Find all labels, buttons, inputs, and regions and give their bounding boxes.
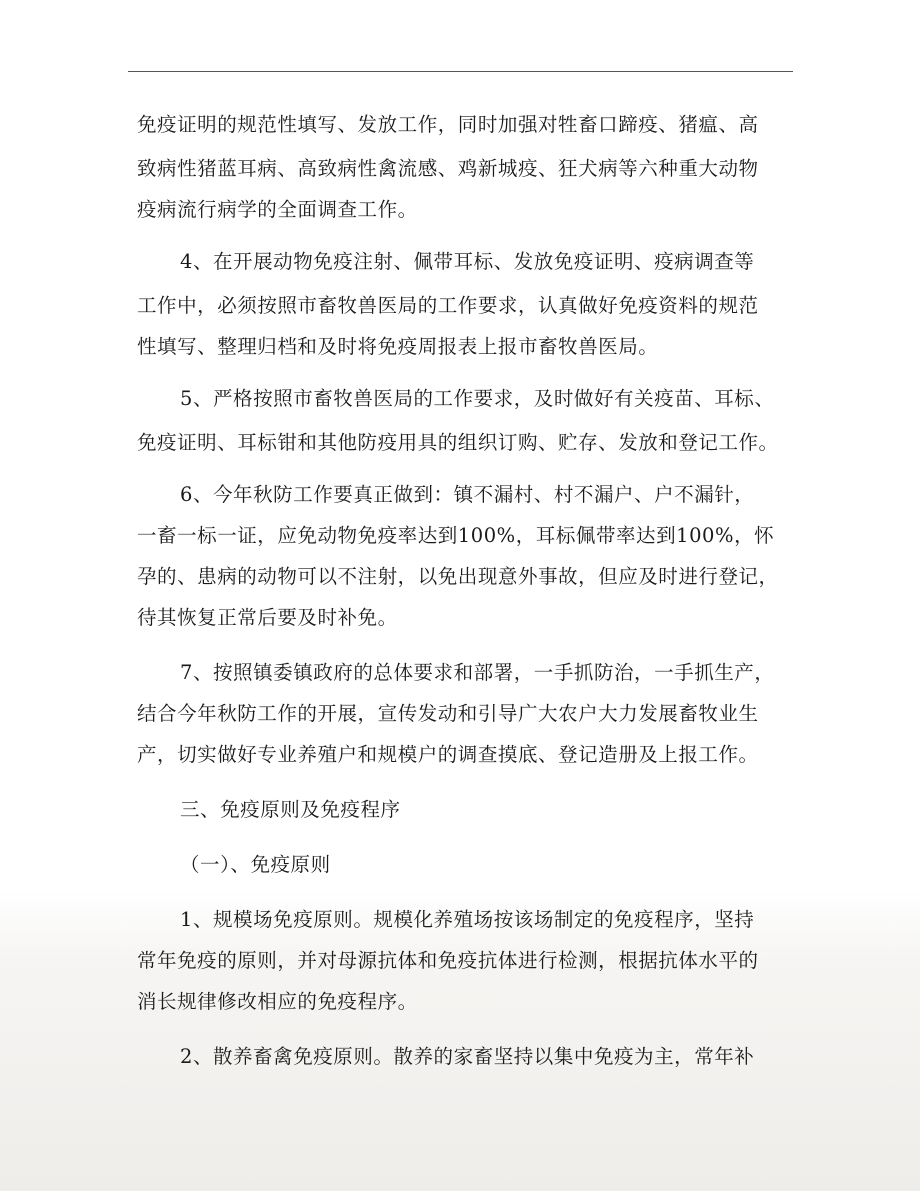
text-line: 结合今年秋防工作的开展，宣传发动和引导广大农户大力发展畜牧业生 xyxy=(137,702,759,725)
text-line: 致病性猪蓝耳病、高致病性禽流感、鸡新城疫、狂犬病等六种重大动物 xyxy=(137,157,759,180)
text-line: 1、规模场免疫原则。规模化养殖场按该场制定的免疫程序，坚持 xyxy=(180,908,755,931)
text-line: 产，切实做好专业养殖户和规模户的调查摸底、登记造册及上报工作。 xyxy=(137,743,759,766)
subsection-heading: （一）、免疫原则 xyxy=(180,853,331,876)
text-line: 免疫证明、耳标钳和其他防疫用具的组织订购、贮存、发放和登记工作。 xyxy=(137,431,779,454)
header-rule xyxy=(128,71,793,72)
text-line: 4、在开展动物免疫注射、佩带耳标、发放免疫证明、疫病调查等 xyxy=(180,250,755,273)
text-line: 待其恢复正常后要及时补免。 xyxy=(137,606,398,629)
section-heading: 三、免疫原则及免疫程序 xyxy=(180,798,401,821)
text-line: 一畜一标一证，应免动物免疫率达到100%，耳标佩带率达到100%，怀 xyxy=(137,524,775,547)
text-line: 常年免疫的原则，并对母源抗体和免疫抗体进行检测，根据抗体水平的 xyxy=(137,949,759,972)
text-line: 工作中，必须按照市畜牧兽医局的工作要求，认真做好免疫资料的规范 xyxy=(137,294,759,317)
text-line: 6、今年秋防工作要真正做到：镇不漏村、村不漏户、户不漏针， xyxy=(180,483,755,506)
text-line: 孕的、患病的动物可以不注射，以免出现意外事故，但应及时进行登记， xyxy=(137,565,779,588)
text-line: 7、按照镇委镇政府的总体要求和部署，一手抓防治，一手抓生产， xyxy=(180,661,775,684)
text-line: 5、严格按照市畜牧兽医局的工作要求，及时做好有关疫苗、耳标、 xyxy=(180,387,775,410)
text-line: 消长规律修改相应的免疫程序。 xyxy=(137,990,418,1013)
text-line: 疫病流行病学的全面调查工作。 xyxy=(137,198,418,221)
text-line: 2、散养畜禽免疫原则。散养的家畜坚持以集中免疫为主，常年补 xyxy=(180,1045,755,1068)
text-line: 免疫证明的规范性填写、发放工作，同时加强对牲畜口蹄疫、猪瘟、高 xyxy=(137,113,759,136)
text-line: 性填写、整理归档和及时将免疫周报表上报市畜牧兽医局。 xyxy=(137,335,659,358)
